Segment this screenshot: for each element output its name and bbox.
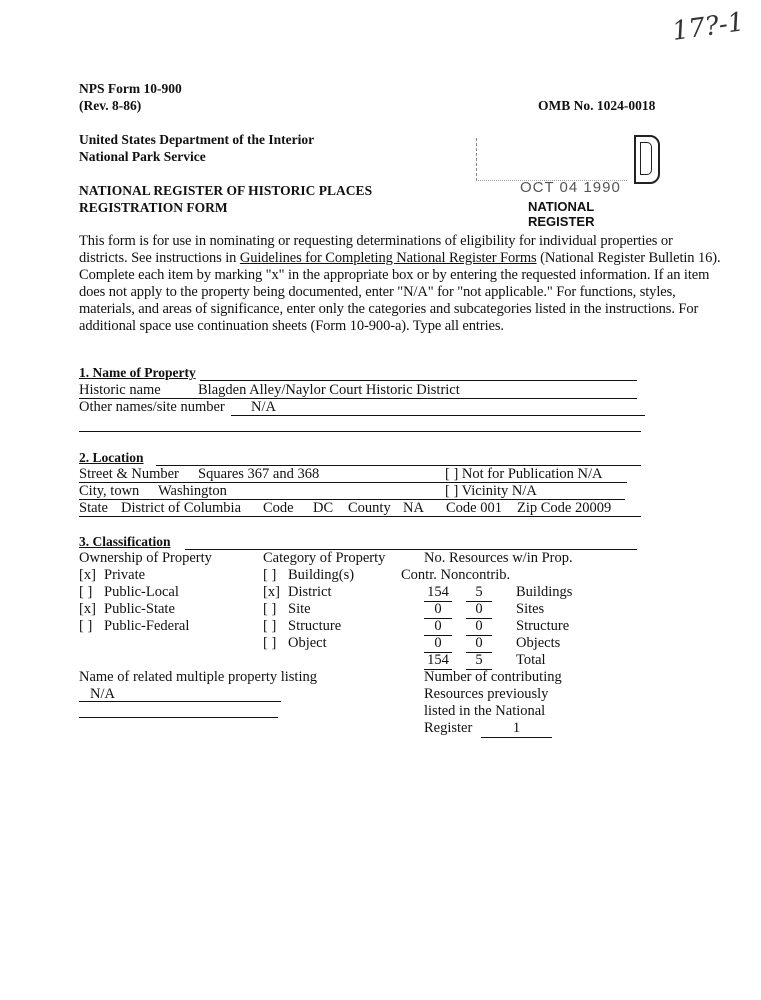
previously-listed-line4: Register xyxy=(424,720,473,736)
previously-listed-line1: Number of contributing xyxy=(424,669,562,685)
county-label: County xyxy=(348,500,391,516)
ownership-public-federal-label: Public-Federal xyxy=(104,618,190,634)
previously-listed-line3: listed in the National xyxy=(424,703,546,719)
category-district-box[interactable]: [x] xyxy=(263,584,280,600)
category-district-label: District xyxy=(288,584,332,600)
section3-heading: 3. Classification xyxy=(79,534,171,549)
category-structure-box[interactable]: [ ] xyxy=(263,618,277,634)
sites-contributing[interactable]: 0 xyxy=(424,601,452,619)
other-names-label: Other names/site number xyxy=(79,399,225,415)
structure-noncontributing[interactable]: 0 xyxy=(466,618,492,636)
instructions-paragraph xyxy=(79,233,724,335)
category-heading: Category of Property xyxy=(263,550,386,566)
buildings-noncontributing[interactable]: 5 xyxy=(466,584,492,602)
form-title: NATIONAL REGISTER OF HISTORIC PLACES xyxy=(79,183,373,198)
form-revision: (Rev. 8-86) xyxy=(79,98,142,113)
stamp-register: REGISTER xyxy=(528,214,595,229)
state-code-value[interactable]: DC xyxy=(313,500,334,516)
guidelines-reference: Guidelines for Completing National Register Forms xyxy=(239,250,537,266)
city-value[interactable]: Washington xyxy=(158,483,227,499)
ownership-public-state-box[interactable]: [x] xyxy=(79,601,96,617)
total-noncontributing[interactable]: 5 xyxy=(466,652,492,670)
state-code-label: Code xyxy=(263,500,294,516)
form-number: NPS Form 10-900 xyxy=(79,81,182,96)
objects-contributing[interactable]: 0 xyxy=(424,635,452,653)
multiple-listing-value[interactable]: N/A xyxy=(90,686,115,702)
total-label: Total xyxy=(516,652,546,668)
county-value[interactable]: NA xyxy=(403,500,424,516)
category-structure-label: Structure xyxy=(288,618,342,634)
category-object-box[interactable]: [ ] xyxy=(263,635,277,651)
vicinity[interactable]: [ ] Vicinity N/A xyxy=(445,483,537,499)
instructions-text: This form is for use in nominating or requesting determinations of eligibility for individual properties or districts. See instructions in xyxy=(79,233,673,266)
category-building-label: Building(s) xyxy=(288,567,355,583)
stamp-letter-d xyxy=(634,135,660,184)
handwritten-note: 17?-1 xyxy=(670,7,747,47)
objects-label: Objects xyxy=(516,635,561,651)
ownership-private-label: Private xyxy=(104,567,146,583)
ownership-heading: Ownership of Property xyxy=(79,550,212,566)
historic-name-label: Historic name xyxy=(79,382,161,398)
not-for-publication[interactable]: [ ] Not for Publication N/A xyxy=(445,466,603,482)
state-value[interactable]: District of Columbia xyxy=(121,500,242,516)
objects-noncontributing[interactable]: 0 xyxy=(466,635,492,653)
city-label: City, town xyxy=(79,483,140,499)
section2-heading: 2. Location xyxy=(79,450,144,465)
form-subtitle: REGISTRATION FORM xyxy=(79,200,228,215)
ownership-public-state-label: Public-State xyxy=(104,601,175,617)
other-names-value[interactable]: N/A xyxy=(251,399,276,415)
department: United States Department of the Interior xyxy=(79,132,315,147)
street-label: Street & Number xyxy=(79,466,179,482)
total-contributing[interactable]: 154 xyxy=(424,652,452,670)
ownership-public-local-label: Public-Local xyxy=(104,584,179,600)
resources-heading: No. Resources w/in Prop. xyxy=(424,550,573,566)
agency: National Park Service xyxy=(79,149,206,164)
category-object-label: Object xyxy=(288,635,327,651)
category-site-label: Site xyxy=(288,601,311,617)
category-site-box[interactable]: [ ] xyxy=(263,601,277,617)
multiple-listing-label: Name of related multiple property listing xyxy=(79,669,317,685)
resources-columns: Contr. Noncontrib. xyxy=(401,567,511,583)
buildings-contributing[interactable]: 154 xyxy=(424,584,452,602)
stamp-date: OCT 04 1990 xyxy=(520,179,621,196)
stamp-frame xyxy=(476,138,627,181)
ownership-public-local-box[interactable]: [ ] xyxy=(79,584,93,600)
instructions-text-cont: (National Register Bulletin 16). Complete each item by marking "x" in the appropriate box or by entering the requested information. If an item does not apply to the property being documented, enter "N/A" for "not applicable." For functions, styles, materials, and areas of significance, enter only the categories and subcategories listed in the instructions. For additional space use continuation sheets (Form 10-900-a). Type all entries. xyxy=(79,250,721,334)
structure-label: Structure xyxy=(516,618,570,634)
state-label: State xyxy=(79,500,108,516)
ownership-private-box[interactable]: [x] xyxy=(79,567,96,583)
county-code[interactable]: Code 001 xyxy=(446,500,502,516)
street-value[interactable]: Squares 367 and 368 xyxy=(198,466,320,482)
zip-code[interactable]: Zip Code 20009 xyxy=(517,500,612,516)
previously-listed-count[interactable]: 1 xyxy=(481,720,552,738)
historic-name-value[interactable]: Blagden Alley/Naylor Court Historic District xyxy=(198,382,460,398)
previously-listed-line2: Resources previously xyxy=(424,686,549,702)
sites-label: Sites xyxy=(516,601,545,617)
buildings-label: Buildings xyxy=(516,584,573,600)
category-building-box[interactable]: [ ] xyxy=(263,567,277,583)
omb-number: OMB No. 1024-0018 xyxy=(538,98,656,113)
sites-noncontributing[interactable]: 0 xyxy=(466,601,492,619)
stamp-national: NATIONAL xyxy=(528,199,595,214)
section1-heading: 1. Name of Property xyxy=(79,365,196,380)
ownership-public-federal-box[interactable]: [ ] xyxy=(79,618,93,634)
structure-contributing[interactable]: 0 xyxy=(424,618,452,636)
